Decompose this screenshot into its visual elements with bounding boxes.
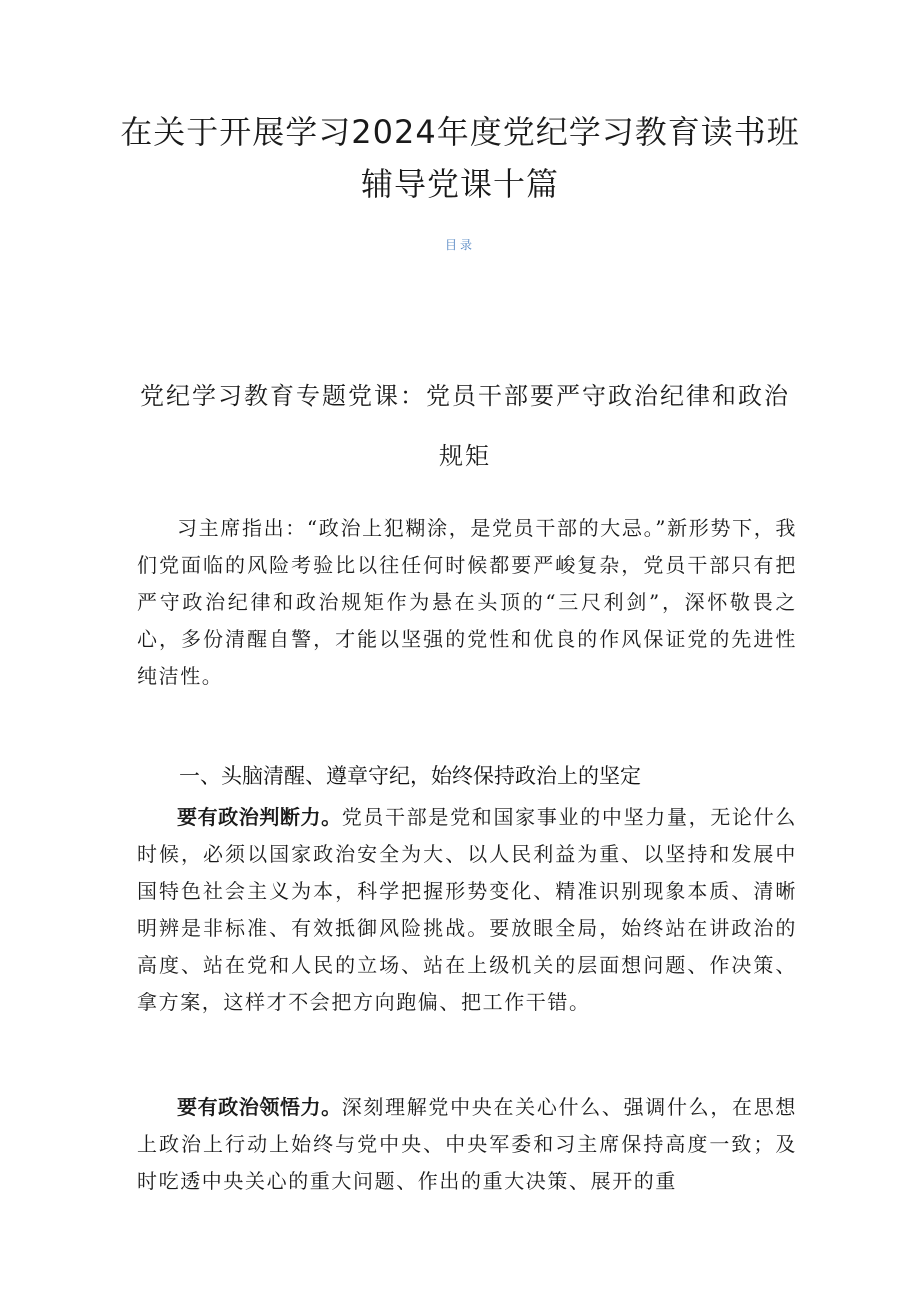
- paragraph-lead-political-comprehension: 要有政治领悟力。: [177, 1095, 342, 1119]
- table-of-contents-label: 目录: [444, 238, 475, 252]
- intro-paragraph: 习主席指出：“政治上犯糊涂，是党员干部的大忌。”新形势下，我们党面临的风险考验比以往任何时候都要严峻复杂，党员干部只有把严守政治纪律和政治规矩作为悬在头顶的“三尺利剑”，深怀敬畏之心，多份清醒自警，才能以坚强的党性和优良的作风保证党的先进性纯洁性。: [137, 516, 797, 688]
- heading-section-one: 一、头脑清醒、遵章守纪，始终保持政治上的坚定: [179, 764, 641, 788]
- paragraph-lead-political-judgment: 要有政治判断力。: [177, 805, 342, 829]
- paragraph-text-political-comprehension: 深刻理解党中央在关心什么、强调什么，在思想上政治上行动上始终与党中央、中央军委和习主席保持高度一致；及时吃透中央关心的重大问题、作出的重大决策、展开的重: [137, 1095, 797, 1193]
- paragraph-text-political-judgment: 党员干部是党和国家事业的中坚力量，无论什么时候，必须以国家政治安全为大、以人民利益为重、以坚持和发展中国特色社会主义为本，科学把握形势变化、精准识别现象本质、清晰明辨是非标准、有效抵御风险挑战。要放眼全局，始终站在讲政治的高度、站在党和人民的立场、站在上级机关的层面想问题、作决策、拿方案，这样才不会把方向跑偏、把工作干错。: [137, 805, 797, 1014]
- document-title: 在关于开展学习2024年度党纪学习教育读书班辅导党课十篇: [120, 113, 800, 203]
- paragraph-political-comprehension: [137, 1089, 797, 1200]
- section-title: 党纪学习教育专题党课：党员干部要严守政治纪律和政治规矩: [140, 382, 790, 470]
- paragraph-political-judgment: [137, 799, 797, 1021]
